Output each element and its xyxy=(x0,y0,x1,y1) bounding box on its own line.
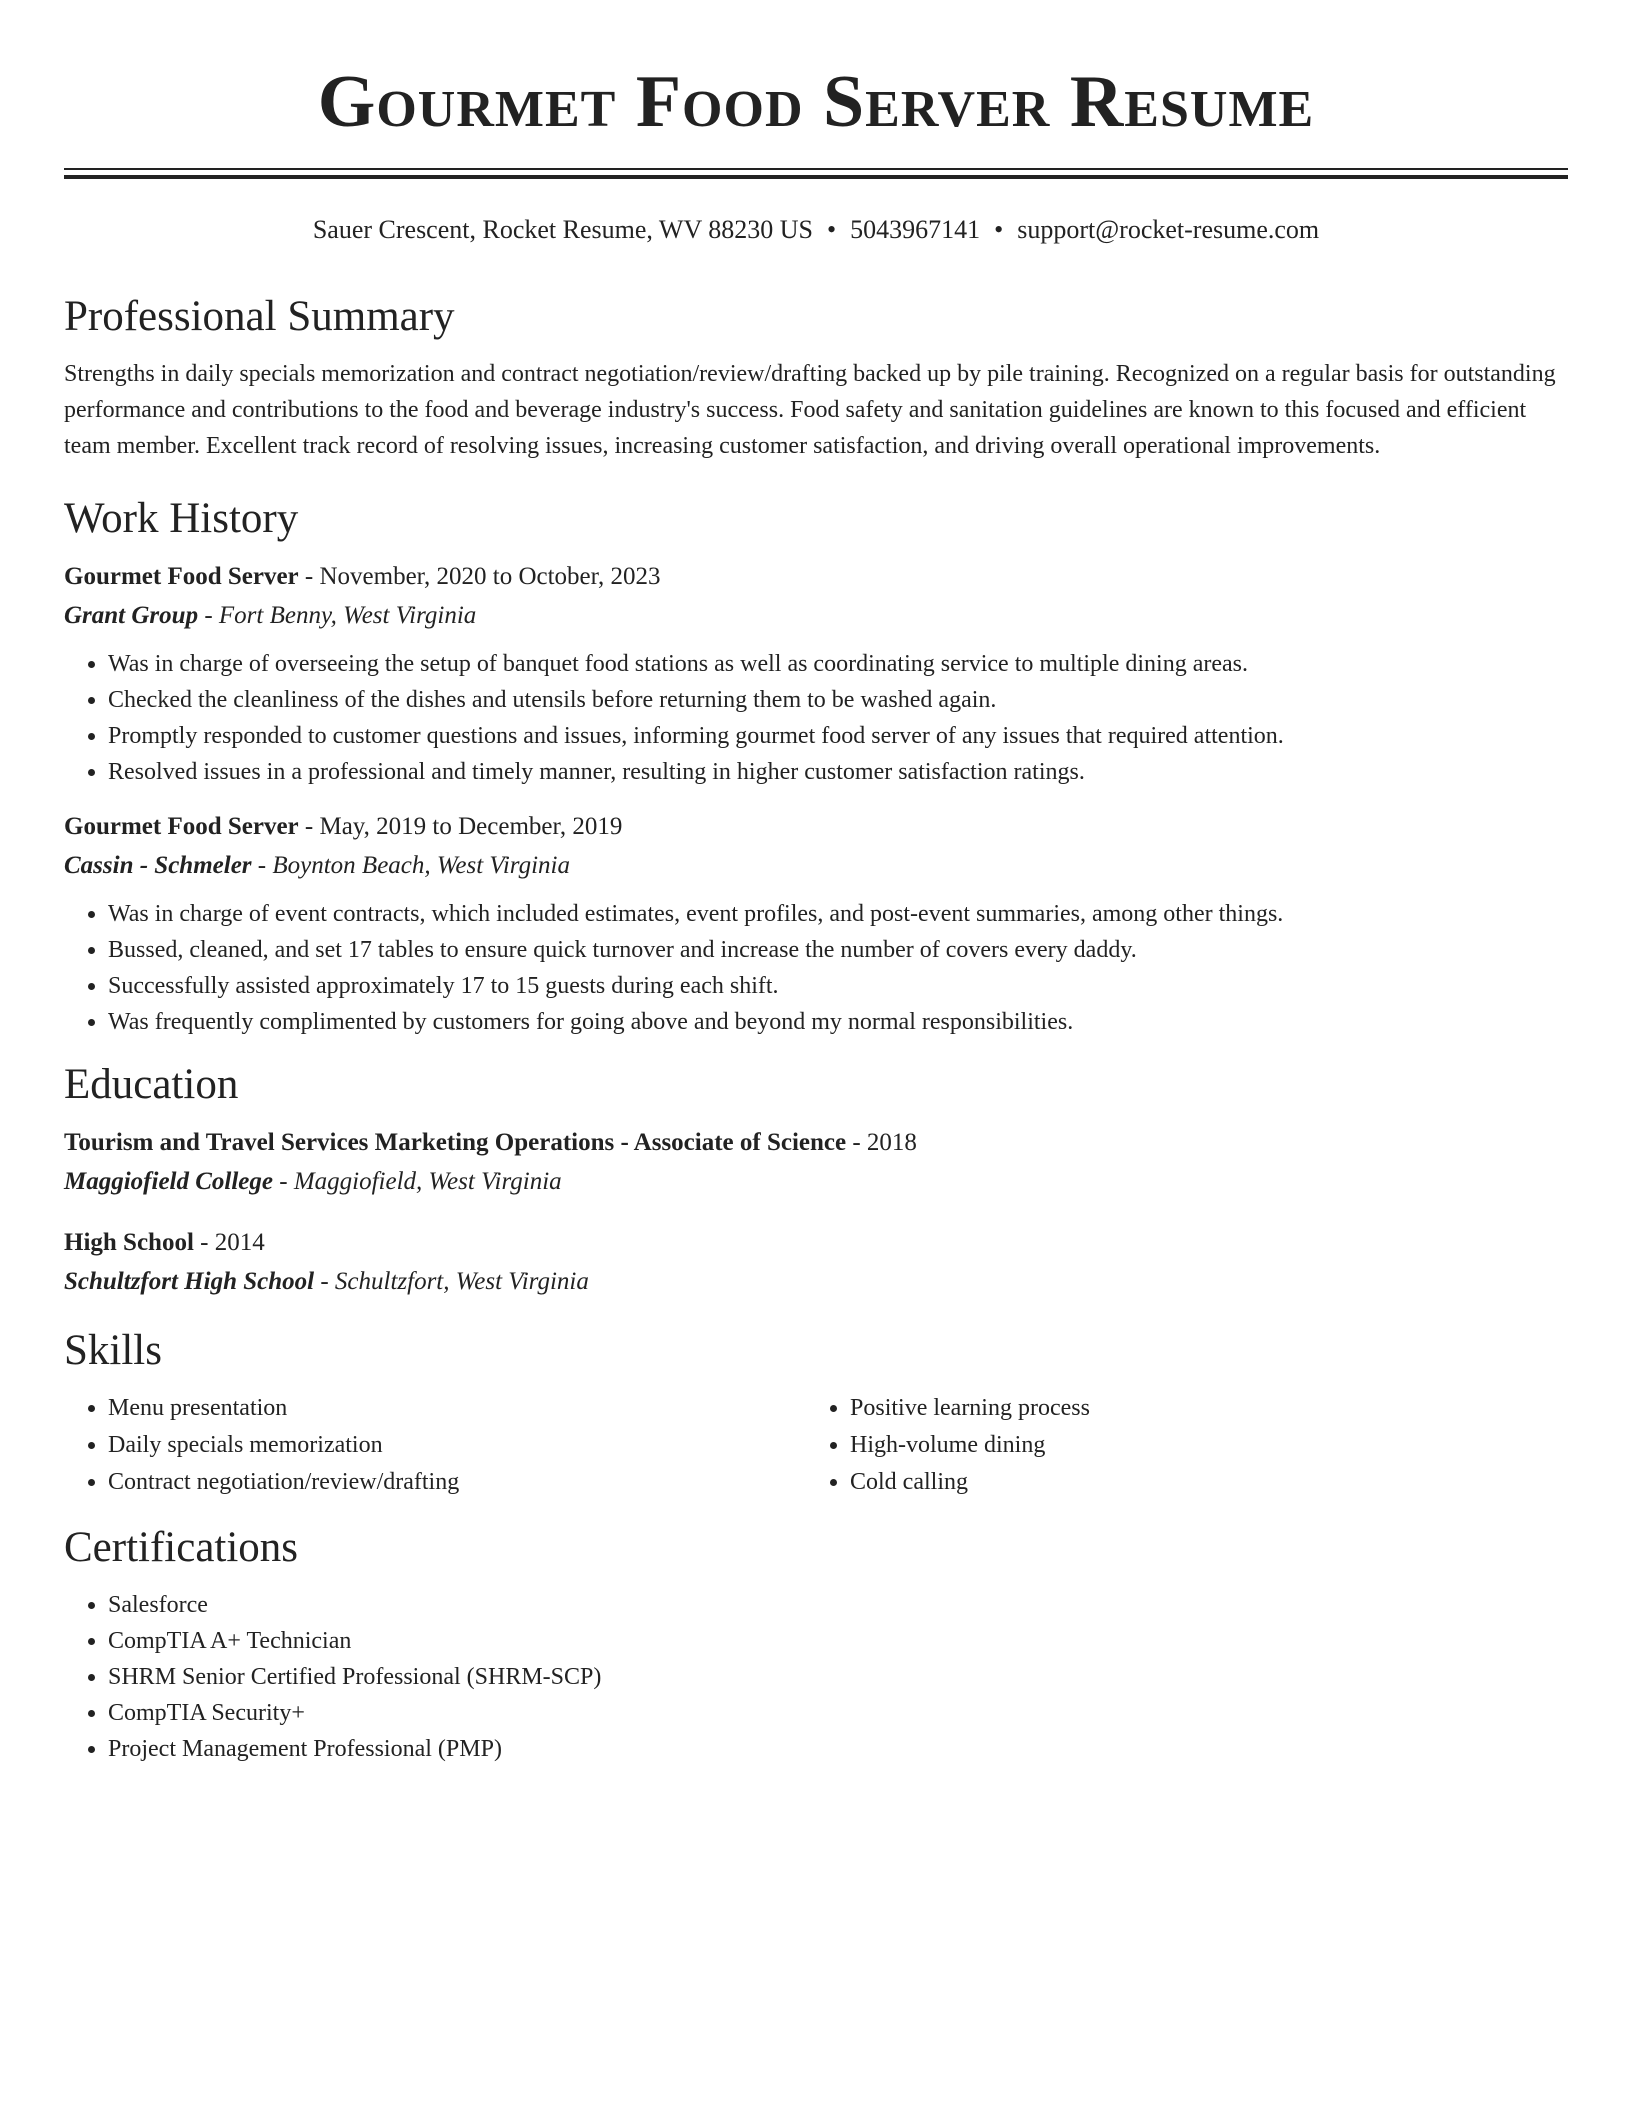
job-location: - Boynton Beach, West Virginia xyxy=(251,852,570,879)
skills-columns xyxy=(64,1390,1568,1501)
education-year: - 2014 xyxy=(193,1229,265,1256)
certifications-list xyxy=(64,1587,1568,1767)
skills-column-right xyxy=(806,1390,1548,1501)
job-bullet: • Checked the cleanliness of the dishes and utensils before returning them to be washed again. xyxy=(108,682,1568,718)
education-section xyxy=(64,1058,1568,1302)
job-bullet: • Was in charge of event contracts, which included estimates, event profiles, and post-event summaries, among other things. xyxy=(108,896,1568,932)
job-bullet: • Resolved issues in a professional and timely manner, resulting in higher customer satisfaction ratings. xyxy=(108,754,1568,790)
education-school: Maggiofield College xyxy=(64,1168,273,1195)
summary-text: Strengths in daily specials memorization and contract negotiation/review/drafting backed up by pile training. Recognized on a regular basis for outstanding performance and contributions to the food and beverage industry's success. Food safety and sanitation guidelines are known to this focused and efficient team member. Excellent track record of resolving issues, increasing customer satisfaction, and driving overall operational improvements. xyxy=(64,361,1556,459)
job-title: Gourmet Food Server xyxy=(64,563,299,590)
contact-separator: • xyxy=(827,215,837,244)
skills-column-left xyxy=(64,1390,806,1501)
job-bullet: • Was in charge of overseeing the setup of banquet food stations as well as coordinating service to multiple dining areas. xyxy=(108,646,1568,682)
work-history-heading: Work History xyxy=(64,495,299,542)
job-title-line xyxy=(64,558,1568,596)
education-degree: High School xyxy=(64,1229,194,1256)
job-bullets xyxy=(64,896,1568,1040)
education-school-line xyxy=(64,1162,1568,1202)
education-degree-line xyxy=(64,1224,1568,1262)
education-entry xyxy=(64,1124,1568,1202)
education-school: Schultzfort High School xyxy=(64,1268,315,1295)
education-degree-line xyxy=(64,1124,1568,1162)
job-entry xyxy=(64,558,1568,790)
job-entry xyxy=(64,808,1568,1040)
education-location: - Schultzfort, West Virginia xyxy=(314,1268,589,1295)
certification-item: • CompTIA A+ Technician xyxy=(108,1623,1568,1659)
certifications-section xyxy=(64,1521,1568,1767)
contact-address: Sauer Crescent, Rocket Resume, WV 88230 US xyxy=(312,215,814,244)
skill-item: • Daily specials memorization xyxy=(108,1427,806,1464)
certification-item: • Project Management Professional (PMP) xyxy=(108,1731,1568,1767)
education-degree: Tourism and Travel Services Marketing Operations - Associate of Science xyxy=(64,1129,847,1156)
job-dates: - November, 2020 to October, 2023 xyxy=(298,563,661,590)
job-location: - Fort Benny, West Virginia xyxy=(198,602,477,629)
job-bullet: • Was frequently complimented by customers for going above and beyond my normal responsibilities. xyxy=(108,1004,1568,1040)
certification-item: • Salesforce xyxy=(108,1587,1568,1623)
title-rule-thick xyxy=(64,175,1568,179)
title-rule-thin xyxy=(64,168,1568,170)
skills-list xyxy=(806,1390,1548,1501)
job-company-line xyxy=(64,846,1568,886)
skills-heading: Skills xyxy=(64,1327,162,1374)
contact-separator: • xyxy=(994,215,1004,244)
job-title: Gourmet Food Server xyxy=(64,813,299,840)
job-bullets xyxy=(64,646,1568,790)
job-dates: - May, 2019 to December, 2019 xyxy=(298,813,623,840)
job-title-line xyxy=(64,808,1568,846)
certification-item: • CompTIA Security+ xyxy=(108,1695,1568,1731)
job-bullet: • Promptly responded to customer questions and issues, informing gourmet food server of any issues that required attention. xyxy=(108,718,1568,754)
education-entry xyxy=(64,1224,1568,1302)
skill-item: • Menu presentation xyxy=(108,1390,806,1427)
contact-email: support@rocket-resume.com xyxy=(1017,215,1320,244)
resume-title: Gourmet Food Server Resume xyxy=(317,61,1315,143)
education-heading: Education xyxy=(64,1061,239,1108)
education-location: - Maggiofield, West Virginia xyxy=(273,1168,562,1195)
skill-item: • Cold calling xyxy=(850,1464,1548,1501)
work-history-section xyxy=(64,492,1568,1040)
skills-list xyxy=(64,1390,806,1501)
contact-line xyxy=(64,212,1568,248)
summary-section xyxy=(64,290,1568,464)
resume-content xyxy=(64,290,1568,1785)
skill-item: • Positive learning process xyxy=(850,1390,1548,1427)
skill-item: • Contract negotiation/review/drafting xyxy=(108,1464,806,1501)
certifications-heading: Certifications xyxy=(64,1524,299,1571)
summary-heading: Professional Summary xyxy=(64,293,455,340)
skills-section xyxy=(64,1324,1568,1501)
job-bullet: • Successfully assisted approximately 17 to 15 guests during each shift. xyxy=(108,968,1568,1004)
education-school-line xyxy=(64,1262,1568,1302)
job-company: Grant Group xyxy=(64,602,199,629)
job-bullet: • Bussed, cleaned, and set 17 tables to ensure quick turnover and increase the number of covers every daddy. xyxy=(108,932,1568,968)
contact-phone: 5043967141 xyxy=(850,215,981,244)
certification-item: • SHRM Senior Certified Professional (SHRM-SCP) xyxy=(108,1659,1568,1695)
job-company: Cassin - Schmeler xyxy=(64,852,252,879)
job-company-line xyxy=(64,596,1568,636)
education-year: - 2018 xyxy=(846,1129,917,1156)
skill-item: • High-volume dining xyxy=(850,1427,1548,1464)
